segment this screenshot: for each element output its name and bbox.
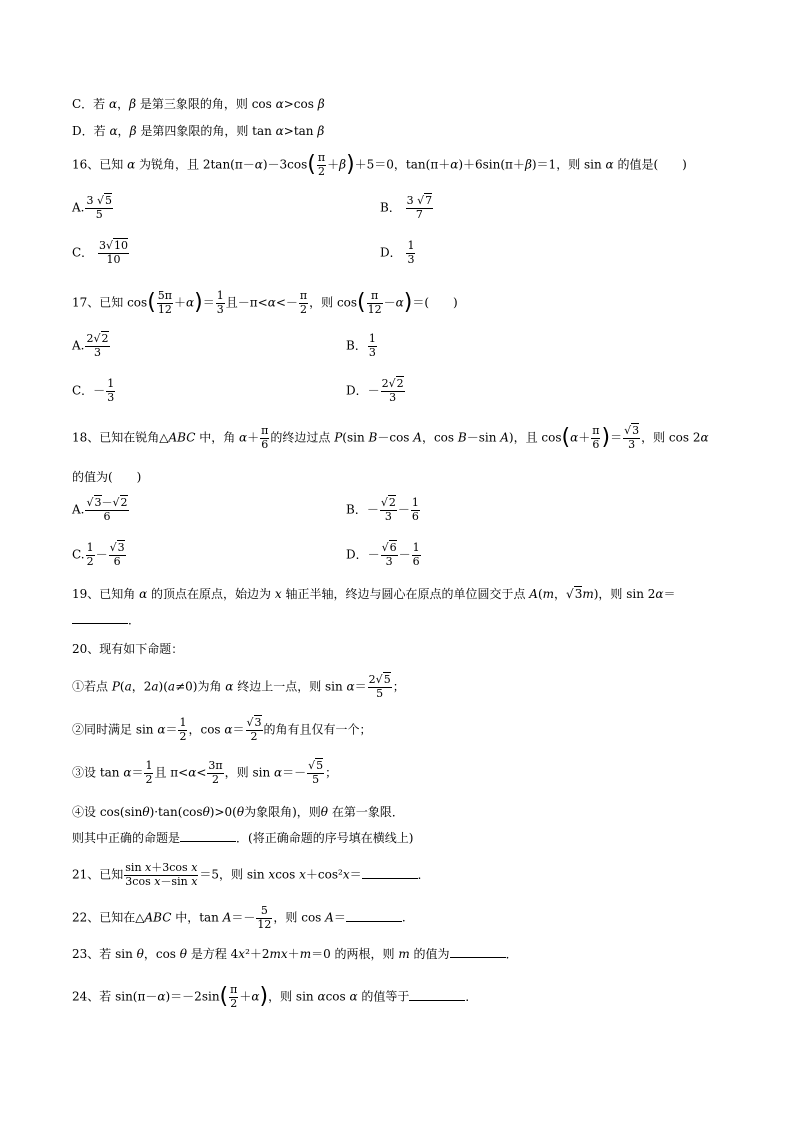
q18-option-d: D．－ $\frac{√6}{3}$ － $\frac{1}{6}$ bbox=[346, 541, 420, 568]
q20-prop-2: ②同时满足 sin α＝ $\frac{1}{2}$ ，cos α＝ $\frac{√3}{2}$ 的角有且仅有一个； bbox=[72, 716, 372, 743]
q16-stem: 16、已知 α 为锐角，且 2tan(π－α)－3cos( $\frac{\pi}{2}$ ＋β)＋5＝0，tan(π＋α)＋6sin(π＋β)＝1，则 sin α 的值是( ) bbox=[72, 151, 687, 178]
q18-stem-line1: 18、已知在锐角△ABC 中，角 α＋ $\frac{\pi}{6}$ 的终边过点 P(sin B－cos A，cos B－sin A)，且 cos(α＋ $\frac{\pi}{6}$ )＝ $\frac{√3}{3}$ ，则 cos 2α bbox=[72, 424, 709, 451]
q16-option-c: C． $\frac{3√10}{10}$ bbox=[72, 239, 129, 266]
q16-option-b: B． $\frac{3 √7}{7}$ bbox=[380, 194, 433, 221]
q20-stem: 20、现有如下命题： bbox=[72, 642, 184, 656]
q17-option-c: C．－ $\frac{1}{3}$ bbox=[72, 377, 115, 404]
q17-option-d: D．－ $\frac{2√2}{3}$ bbox=[346, 377, 404, 404]
q19-stem-line2: ． bbox=[72, 614, 140, 626]
q18-option-a: A. $\frac{√3-√2}{6}$ bbox=[72, 496, 128, 523]
q17-option-b: B． $\frac{1}{3}$ bbox=[346, 332, 376, 359]
q17-option-a: A. $\frac{2√2}{3}$ bbox=[72, 332, 109, 359]
q18-option-b: B．－ $\frac{√2}{3}$ － $\frac{1}{6}$ bbox=[346, 496, 419, 523]
q18-stem-line2: 的值为( ) bbox=[72, 470, 142, 484]
q18-option-c: C. $\frac{1}{2}$ － $\frac{√3}{6}$ bbox=[72, 541, 125, 568]
q19-stem-line1: 19、已知角 α 的顶点在原点，始边为 x 轴正半轴，终边与圆心在原点的单位圆交于点 A(m，√3m)，则 sin 2α＝ bbox=[72, 587, 676, 601]
q15-option-c: C．若 α，β 是第三象限的角，则 cos α>cos β bbox=[72, 97, 325, 111]
q21-stem: 21、已知 $\frac{\text{sin x＋3cos x}}{\text{3cos x－sin x}}$ ＝5，则 sin xcos x＋cos²x＝ ． bbox=[72, 861, 430, 888]
q20-prop-3: ③设 tan α＝ $\frac{1}{2}$ 且 π<α< $\frac{3\pi}{2}$ ，则 sin α＝－ $\frac{√5}{5}$ ； bbox=[72, 759, 338, 786]
q20-prop-4: ④设 cos(sinθ)·tan(cosθ)>0(θ为象限角)，则θ 在第一象限． bbox=[72, 805, 404, 819]
q20-question: 则其中正确的命题是 ．(将正确命题的序号填在横线上) bbox=[72, 831, 414, 845]
q16-option-d: D． $\frac{1}{3}$ bbox=[380, 239, 415, 266]
q20-prop-1: ①若点 P(a，2a)(a≠0)为角 α 终边上一点，则 sin α＝ $\frac{2√5}{5}$ ； bbox=[72, 673, 405, 700]
q22-stem: 22、已知在△ABC 中，tan A＝－ $\frac{5}{12}$ ，则 cos A＝ . bbox=[72, 904, 406, 931]
q15-option-d: D．若 α，β 是第四象限的角，则 tan α>tan β bbox=[72, 124, 325, 138]
q17-stem: 17、已知 cos( $\frac{5\pi}{12}$ ＋α)＝ $\frac{1}{3}$ 且－π<α<－ $\frac{\pi}{2}$ ，则 cos( $\frac{\pi}{12}$ －α)＝( ) bbox=[72, 289, 458, 316]
q16-option-a: A. $\frac{3 √5}{5}$ bbox=[72, 194, 112, 221]
q24-stem: 24、若 sin(π－α)＝－2sin( $\frac{\pi}{2}$ ＋α)，则 sin αcos α 的值等于 ． bbox=[72, 983, 478, 1010]
q23-stem: 23、若 sin θ，cos θ 是方程 4x²＋2mx＋m＝0 的两根，则 m 的值为 ． bbox=[72, 947, 518, 961]
